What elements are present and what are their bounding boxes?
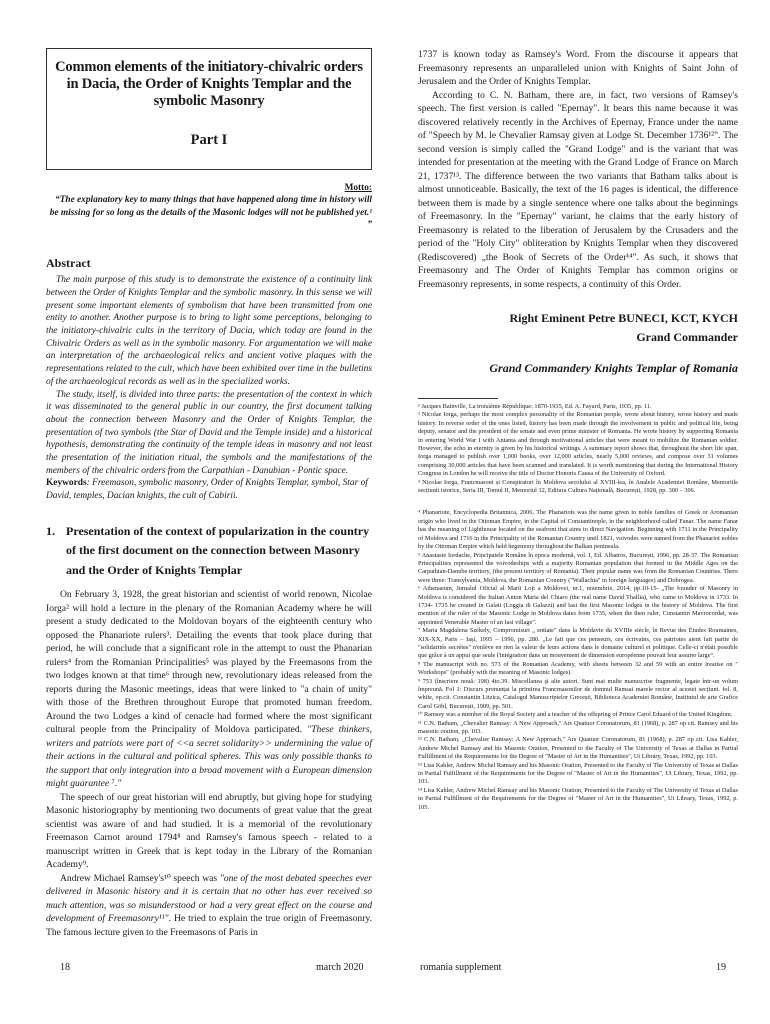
footnote-11: ¹¹ C.N. Batham, „Chevalier Ramsay: A New Approach," Ars Quatuor Coronatorum, 81 (1968), p. 287 op cit. Ramsey and his masonic oration, pp. 103. [418, 719, 738, 736]
section-heading [46, 522, 372, 581]
footnote-4: ⁴ Phanariote, Encyclopedia Britannica, 2006. The Phanariots was the name given to noble families of Greek or Aromanian origin who lived in the Ottoman Empire, in the Capital of Constantinople, in the neighborhood called Fanar. The name Fanar has the meaning of Lighthouse located on the seafront that aims to direct Navigation. Beginning with 1711 in the Principality of Moldova and 1716 in the Principality of the Romanian Country until 1821, voivodes were named from the Phanariot nobles by the Ottoman Empire which held hegemony throughout the Balkan peninsula. [418, 509, 738, 551]
left-column [46, 48, 372, 939]
right-paragraph-2: According to C. N. Batham, there are, in fact, two versions of Ramsey's speech. The first version is called "Epernay". It bears this name because it was discovered relatively recently in the Archives of Epernay, France under the name of "Speech by M. le Chevalier Ramsay given at Lodge St. December 1736¹²". The second version is simply called the "Grand Lodge" and is the variant that was intended for presentation at the meeting with the Grand Lodge of France on March 21, 1737¹³. The difference between the two variants that Batham talks about is almost unnoticeable. Basically, the text of the 16 pages is identical, the difference between them is made by a single sentence where one talks about the beginnings of Freemasonry. In the "Epernay" variant, he claims that the early history of Freemasonry is related to the liberation of Jerusalem by the Crusaders and the period of the "Holy City" obliteration by Knights Templar when they discovered (Rediscovered) „the Book of Secrets of the Order¹⁴". As such, it shows that Freemasonry and The Order of Knights Templar has common origins or Freemasonry represents, in some respects, a continuity of this Order. [418, 89, 738, 290]
section-paragraph-1-text: On February 3, 1928, the great historian and scientist of world renown, Nicolae Iorga² will hold a lecture in the plenary of the Romanian Academy where he will present a study dedicated to the Moldovan boyars of the eighteenth century who opposed the Phanariote rulers³. Detailing the events that took place during that period, he will conclude that a significant role in the attempt to oust the Phanarian rulers⁴ from the Romanian Principalities⁵ was played by the Freemasons from the two lodges known at that time⁶ through new, revolutionary ideas released from the reports during the Masonic meetings, ideas that were linked to "a chain of unity" with those of the Brethren throughout Europe that promoted human freedom. Around the two Lodges a kind of cenacle had formed where the most significant cultural people from the Principality of Moldova participated. [46, 589, 372, 736]
footnote-gap [418, 495, 738, 509]
footnote-12: ¹² C.N. Batham, „Chevalier Ramsay: A New Approach," Ars Quatuor Coronatorum, 81 (1968), p. 287 op cit. Lisa Kahler, Andrew Michel Ramsay and his Masonic Oration, Presented to the Faculty of The University of Texas at Dallas in Partial Fulfillment of the Requirements for the Degree of "Master of Art in the Humanities", Ut Library, Texas, 1992, pp. 103. [418, 736, 738, 761]
title-box [46, 48, 372, 170]
footnote-5: ⁵ Anastasie Iordache, Principatele Române în epoca modernă, vol. I, Ed. Albatros, București, 1996, pp. 28-37. The Romanian Principalities represented the voivodeships with a majority Romanian population that formed in the Middle Ages on the Carpathian-Danube territory, (the present territory of Romania). Their popular name was from the Romanian Countries. There were three: Transylvania, Moldova, the Romanian Country ("Wallachia" in foreign languages) and Dobrogea. [418, 551, 738, 584]
left-page-number: 18 [60, 962, 70, 973]
footnote-13: ¹³ Lisa Kahler, Andrew Michel Ramsay and his Masonic Oration, Presented to the Faculty of The University of Texas at Dallas in Partial Fulfillment of the Requirements for the Degree of "Master of Art in the Humanities", Ut Library, Texas, 1992, pp. 103. [418, 761, 738, 786]
signature-role: Grand Commander [636, 330, 738, 344]
abstract-paragraph-2: The study, itself, is divided into three parts: the presentation of the context in which it was disseminated to the general public in our country, the first document talking about the connection between Masonry and the Order of Knights Templar, the presentation of two symbols (the Star of David and the Temple inside) and a historical hypothesis, demonstrating the continuity of the temple ideas in masonry and not least the presentation of the initiation ritual, the symbols and the manifestations of the members of the chivalric orders from the Carpathian - Danubian - Pontic space. [46, 389, 372, 476]
section-paragraph-2: The speech of our great historian will end abruptly, but giving hope for studying Masonic historiography by mentioning two documents of great value that the great scientist was aware of and had studied. It is a memorial of the revolutionary Freemason Carnot around 1794⁸ and Ramsey's famous speech - related to a manuscript written in Greek that is kept today in the Library of the Romanian Academy⁹. [46, 791, 372, 871]
signature-name: Right Eminent Petre BUNECI, KCT, KYCH [509, 311, 738, 325]
abstract-paragraph-1: The main purpose of this study is to demonstrate the existence of a continuity link between the Order of Knights Templar and the symbolic masonry. In this sense we will present some important elements of symbolism that have been transmitted from one entity to another. Another purpose is to bring to light some perceptions, belonging to the initiatory-chivalric cults in the territory of Dacia, which today are found in the Chivalric Orders as well as in the symbolic masonry. For argumentation we will make an interpretation of the archaeological relics and ancient votive plaques with the representations related to the cult, which have been exhibited over time in the bulletins of the archaeological records as well as in the specialized works. [46, 275, 372, 387]
footnote-2: ² Nicolae Iorga, perhaps the most complex personality of the Romanian people, wrote about history, wrote history and made history. In reverse order of the ones listed, history has been made through the involvement in public and political life, being deputy, senator and the president of the senate and even prime minister of Romania. He wrote history by supporting Romania in entering World War I with Antanta and through motivational articles that were meant to mobilize the Romanian soldier. However, the echo in eternity is given by his historical writings. A summary report shows that, throughout the short life span, Iorga managed to publish over 1,000 books, over 12,000 articles, nearly 5,000 reviews, and compose over 31 volumes comprising 30,000 articles that have been scanned and translated. It is worth mentioning that during the International History Congress in London he will receive the title of Doctor Honoris Causa of the University of Oxford. [418, 411, 738, 478]
section-paragraph-3-c: . He tried to explain the true origin of Freemasonry. The famous lecture given to the Freemasons of Paris in [46, 913, 372, 938]
abstract-heading: Abstract [46, 256, 91, 271]
footnote-divider [418, 398, 498, 399]
article-title: Common elements of the initiatory-chivalric orders in Dacia, the Order of Knights Templar and the symbolic Masonry [55, 59, 363, 109]
signature-organization: Grand Commandery Knights Templar of Romania [489, 361, 738, 375]
right-paragraph-1: 1737 is known today as Ramsey's Word. From the discourse it appears that Freemasonry represents an unparalleled union with Knights of Saint John of Jerusalem and the Order of Knights Templar. [418, 49, 738, 87]
section-paragraph-1 [46, 588, 372, 791]
part-label: Part I [190, 132, 228, 148]
keywords-text: : Freemason, symbolic masonry, Order of Knights Templar, symbol, Star of David, temples, Dacian knights, the cult of Cabirii. [46, 478, 368, 502]
right-page-number: 19 [716, 962, 726, 973]
keywords [46, 477, 372, 502]
publication-name: romania supplement [420, 962, 502, 973]
section-number: 1. [46, 523, 55, 538]
motto [46, 182, 372, 231]
signature-block [418, 309, 738, 347]
keywords-label: Keywords [46, 478, 87, 489]
section-paragraph-3-quote: "one of the most debated speeches ever delivered in Masonic history and it is certain that no other has ever received so much attention, was so misunderstood or had a very great effect on the course and development of Freemasonry¹¹" [46, 872, 372, 925]
footnote-1: ¹ Jacques Bainville, La troisième République: 1870-1935, Ed. A. Fayard, Paris, 1935, pp. 11. [418, 403, 652, 410]
footnote-10: ¹⁰ Ramsey was a member of the Royal Society and a teacher of the offspring of Prince Carol Eduard of the United Kingdom. [418, 711, 733, 719]
section-paragraph-1-quote: "These thinkers, writers and patriots were part of <<a secret solidarity>> undermining the value of their actions in the cultural and political spheres. This was only possible thanks to the support that only integration into a broad movement with a European dimension might guarantee ⁷." [46, 724, 373, 790]
footnote-8: ⁸ The manuscript with no. 573 of the Romanian Academy, with sheets between 32 and 59 with an entire treatise on " Workshops" (probably with the meaning of Masonic lodges). [418, 660, 738, 677]
footnote-6: ⁶ Athenaeum, Jurnalul Oficial al Marii Loji a Moldovei, nr.1, noiembrie, 2014, pp.10-15- „The founder of Masonry in Moldova is considered the Italian Anton Maria del Chiaro (the real name David Thallia), who came to Moldova in 1733. In 1734- 1735 he created in Galati (Loggia di Galazzi) and Iasi the first Masonic lodges in the history of Moldova. The first mention of the ruler of the Masonic Lodge in Moldova dates from 1735, when the then ruler, Constantin Mavrocordat, was appointed Venerable Master of an Iasi village". [418, 585, 738, 626]
section-title: Presentation of the context of popularization in the country of the first document on the connection between Masonry and the Order of Knights Templar [66, 523, 370, 577]
section-paragraph-3 [46, 872, 372, 940]
issue-date: march 2020 [316, 962, 364, 973]
section-paragraph-3-a: Andrew Michael Ramsey's¹⁰ speech was [60, 872, 220, 884]
footnote-7: ⁷ Maria Magdalena Székely, Compromisuri „ entiate" dans la Moldavie du XVIIIe siècle, în Revue des Études Roumaines, XIX-XX, Paris – Iași, 1995 – 1996, pp. 280. „Le fait que ces penseurs, ces écrivains, ces patriotes aient fait partie de "solidarités secrètes" n'enlève en rien la valeur de leurs actions dans le domaine culturel et politique. Celle-ci n'était possible que grâce à un appui que seule l'intégration dans un mouvement de dimension européenne pouvait leur assurer large". [418, 627, 738, 660]
footnote-9: ⁹ 753 (înscriere nouă: 198) 4to.39. Miscellanea şi alte autori. Sunt mai multe manuscrise fragmente, legate într-un volum împreună. Fol 1: Discurs pronunțat la primirea Francmasonilor de domnul Ramsai marele rector al acestei secțiuni. fol. 8, white, op.cit. Constantin Litzica, Catalogul Manuscriptelor Grecești, Biblioteca Academiei Române, Institutul de arte Grafice Carol Göbl, București, 1909, pp. 501. [418, 677, 738, 710]
footnote-14: ¹⁴ Lisa Kahler, Andrew Michel Ramsay and his Masonic Oration, Presented to the Faculty of The University of Texas at Dallas in Partial Fulfillment of the Requirements for the Degree of "Master of Art in the Humanities", Ut Library, Texas, 1992, p. 105. [418, 786, 738, 811]
footnote-3: ³ Nicolae Iorga, Francmasoni și Conspiratori în Moldova secolului al XVIII-lea, în Analele Academiei Române, Memoriile secțiunii istorice, Seria III, Tomul II, Memoriul 12, Editura Cultura Națională, București, 1928, pp. 300 – 306. [418, 478, 738, 495]
right-column [418, 48, 738, 812]
motto-label: Motto: [344, 183, 372, 193]
motto-text: “The explanatory key to many things that have happened along time in history will be missing for so long as the details of the Masonic lodges will not be published yet.¹ ” [49, 195, 372, 230]
